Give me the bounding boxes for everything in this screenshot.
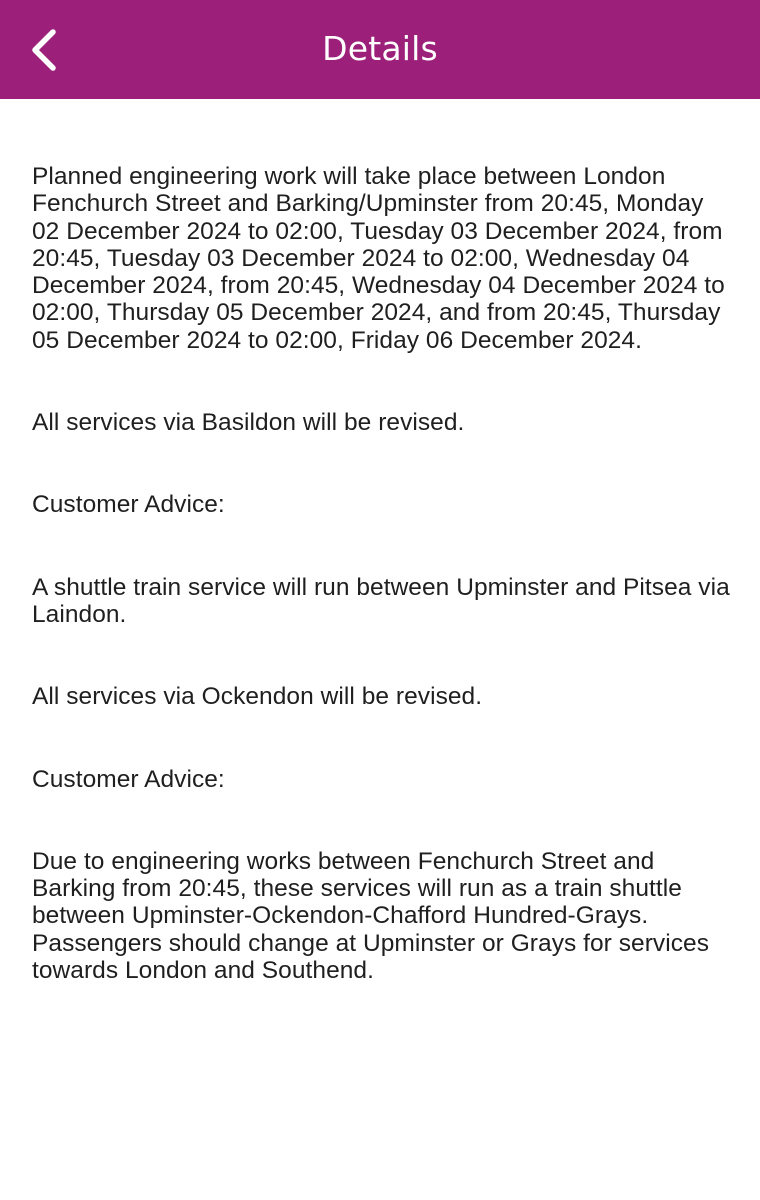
page-title: Details	[322, 29, 438, 68]
customer-advice-heading: Customer Advice:	[32, 765, 225, 793]
app-header	[0, 0, 760, 99]
chevron-left-icon	[29, 28, 59, 72]
ockendon-services-notice: All services via Ockendon will be revised.	[32, 683, 483, 711]
customer-advice-heading: Customer Advice:	[32, 491, 225, 519]
ockendon-shuttle-advice: Due to engineering works between Fenchurch Street and Barking from 20:45, these services will run as a train shuttle between Upminster-Ockendon-Chafford Hundred-Grays. Passengers should change at Upminster or Grays for services towards London and Southend.	[32, 847, 709, 985]
engineering-work-notice: Planned engineering work will take place between London Fenchurch Street and Barking/Upminster from 20:45, Monday 02 December 2024 to 02:00, Tuesday 03 December 2024, from 20:45, Tuesday 03 December 2024 to 02:00, Wednesday 04 December 2024, from 20:45, Wednesday 04 December 2024 to 02:00, Thursday 05 December 2024, and from 20:45, Thursday 05 December 2024 to 02:00, Friday 06 December 2024.	[32, 163, 725, 354]
basildon-services-notice: All services via Basildon will be revised.	[32, 409, 465, 437]
details-content	[32, 163, 732, 984]
back-button[interactable]	[22, 28, 66, 72]
shuttle-service-advice: A shuttle train service will run between Upminster and Pitsea via Laindon.	[32, 573, 730, 628]
